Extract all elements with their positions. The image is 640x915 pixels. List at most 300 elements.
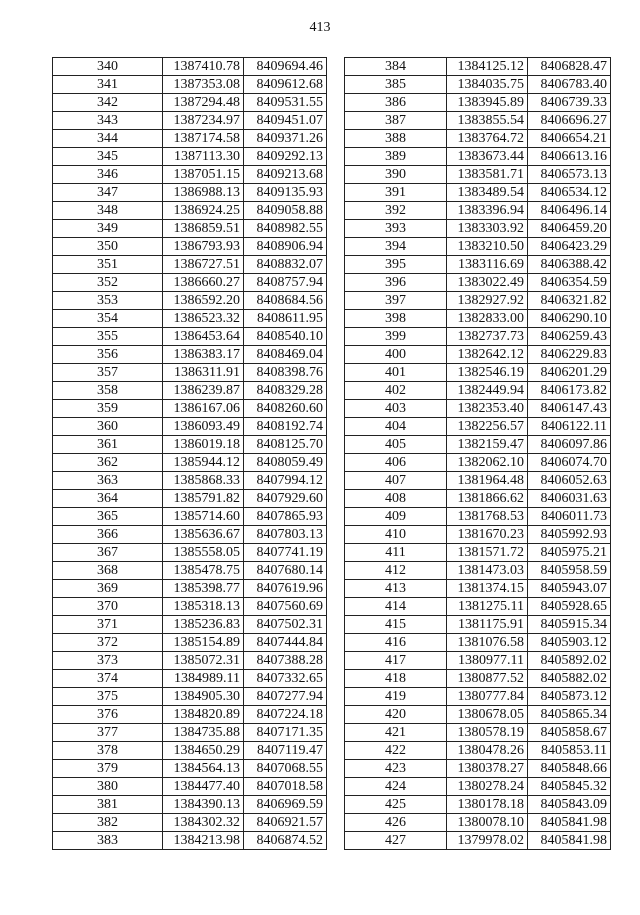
y-coordinate-cell: 8405858.67 bbox=[528, 724, 611, 742]
y-coordinate-cell: 8407619.96 bbox=[244, 580, 327, 598]
y-coordinate-cell: 8407171.35 bbox=[244, 724, 327, 742]
table-row bbox=[53, 328, 327, 346]
x-coordinate-cell: 1385791.82 bbox=[163, 490, 244, 508]
table-row bbox=[53, 634, 327, 652]
x-coordinate-cell: 1383022.49 bbox=[447, 274, 528, 292]
point-number-cell: 358 bbox=[53, 382, 163, 400]
y-coordinate-cell: 8406534.12 bbox=[528, 184, 611, 202]
x-coordinate-cell: 1386383.17 bbox=[163, 346, 244, 364]
x-coordinate-cell: 1382449.94 bbox=[447, 382, 528, 400]
y-coordinate-cell: 8406423.29 bbox=[528, 238, 611, 256]
point-number-cell: 341 bbox=[53, 76, 163, 94]
point-number-cell: 356 bbox=[53, 346, 163, 364]
table-row bbox=[53, 526, 327, 544]
table-row bbox=[345, 526, 611, 544]
x-coordinate-cell: 1384735.88 bbox=[163, 724, 244, 742]
y-coordinate-cell: 8409531.55 bbox=[244, 94, 327, 112]
y-coordinate-cell: 8407119.47 bbox=[244, 742, 327, 760]
x-coordinate-cell: 1379978.02 bbox=[447, 832, 528, 850]
x-coordinate-cell: 1384035.75 bbox=[447, 76, 528, 94]
x-coordinate-cell: 1385868.33 bbox=[163, 472, 244, 490]
table-row bbox=[345, 238, 611, 256]
point-number-cell: 386 bbox=[345, 94, 447, 112]
point-number-cell: 351 bbox=[53, 256, 163, 274]
point-number-cell: 371 bbox=[53, 616, 163, 634]
x-coordinate-cell: 1384125.12 bbox=[447, 58, 528, 76]
y-coordinate-cell: 8408125.70 bbox=[244, 436, 327, 454]
y-coordinate-cell: 8407680.14 bbox=[244, 562, 327, 580]
point-number-cell: 395 bbox=[345, 256, 447, 274]
point-number-cell: 350 bbox=[53, 238, 163, 256]
x-coordinate-cell: 1386523.32 bbox=[163, 310, 244, 328]
x-coordinate-cell: 1382927.92 bbox=[447, 292, 528, 310]
y-coordinate-cell: 8405915.34 bbox=[528, 616, 611, 634]
point-number-cell: 383 bbox=[53, 832, 163, 850]
table-row bbox=[345, 400, 611, 418]
y-coordinate-cell: 8405892.02 bbox=[528, 652, 611, 670]
point-number-cell: 407 bbox=[345, 472, 447, 490]
table-row bbox=[53, 616, 327, 634]
y-coordinate-cell: 8406696.27 bbox=[528, 112, 611, 130]
table-row bbox=[53, 580, 327, 598]
table-row bbox=[345, 274, 611, 292]
x-coordinate-cell: 1385636.67 bbox=[163, 526, 244, 544]
y-coordinate-cell: 8407388.28 bbox=[244, 652, 327, 670]
table-row bbox=[53, 562, 327, 580]
point-number-cell: 360 bbox=[53, 418, 163, 436]
x-coordinate-cell: 1382256.57 bbox=[447, 418, 528, 436]
table-row bbox=[53, 742, 327, 760]
x-coordinate-cell: 1385478.75 bbox=[163, 562, 244, 580]
table-row bbox=[53, 688, 327, 706]
table-row bbox=[53, 220, 327, 238]
point-number-cell: 385 bbox=[345, 76, 447, 94]
x-coordinate-cell: 1380178.18 bbox=[447, 796, 528, 814]
y-coordinate-cell: 8408757.94 bbox=[244, 274, 327, 292]
point-number-cell: 394 bbox=[345, 238, 447, 256]
x-coordinate-cell: 1383673.44 bbox=[447, 148, 528, 166]
x-coordinate-cell: 1386453.64 bbox=[163, 328, 244, 346]
x-coordinate-cell: 1386311.91 bbox=[163, 364, 244, 382]
y-coordinate-cell: 8405843.09 bbox=[528, 796, 611, 814]
x-coordinate-cell: 1383116.69 bbox=[447, 256, 528, 274]
table-row bbox=[345, 760, 611, 778]
point-number-cell: 401 bbox=[345, 364, 447, 382]
y-coordinate-cell: 8406496.14 bbox=[528, 202, 611, 220]
table-row bbox=[53, 238, 327, 256]
x-coordinate-cell: 1385558.05 bbox=[163, 544, 244, 562]
y-coordinate-cell: 8406874.52 bbox=[244, 832, 327, 850]
point-number-cell: 416 bbox=[345, 634, 447, 652]
point-number-cell: 396 bbox=[345, 274, 447, 292]
y-coordinate-cell: 8405958.59 bbox=[528, 562, 611, 580]
point-number-cell: 391 bbox=[345, 184, 447, 202]
x-coordinate-cell: 1384390.13 bbox=[163, 796, 244, 814]
y-coordinate-cell: 8407068.55 bbox=[244, 760, 327, 778]
x-coordinate-cell: 1381866.62 bbox=[447, 490, 528, 508]
point-number-cell: 347 bbox=[53, 184, 163, 202]
x-coordinate-cell: 1384650.29 bbox=[163, 742, 244, 760]
x-coordinate-cell: 1382833.00 bbox=[447, 310, 528, 328]
table-row bbox=[53, 166, 327, 184]
table-row bbox=[345, 598, 611, 616]
x-coordinate-cell: 1387113.30 bbox=[163, 148, 244, 166]
point-number-cell: 366 bbox=[53, 526, 163, 544]
table-row bbox=[53, 310, 327, 328]
y-coordinate-cell: 8405882.02 bbox=[528, 670, 611, 688]
x-coordinate-cell: 1386592.20 bbox=[163, 292, 244, 310]
x-coordinate-cell: 1380777.84 bbox=[447, 688, 528, 706]
y-coordinate-cell: 8406122.11 bbox=[528, 418, 611, 436]
y-coordinate-cell: 8405841.98 bbox=[528, 832, 611, 850]
point-number-cell: 409 bbox=[345, 508, 447, 526]
y-coordinate-cell: 8405841.98 bbox=[528, 814, 611, 832]
x-coordinate-cell: 1381571.72 bbox=[447, 544, 528, 562]
x-coordinate-cell: 1382159.47 bbox=[447, 436, 528, 454]
y-coordinate-cell: 8409612.68 bbox=[244, 76, 327, 94]
y-coordinate-cell: 8408906.94 bbox=[244, 238, 327, 256]
x-coordinate-cell: 1380977.11 bbox=[447, 652, 528, 670]
y-coordinate-cell: 8408540.10 bbox=[244, 328, 327, 346]
table-row bbox=[345, 346, 611, 364]
table-row bbox=[345, 292, 611, 310]
point-number-cell: 353 bbox=[53, 292, 163, 310]
y-coordinate-cell: 8407994.12 bbox=[244, 472, 327, 490]
table-row bbox=[345, 202, 611, 220]
table-row bbox=[345, 166, 611, 184]
x-coordinate-cell: 1383945.89 bbox=[447, 94, 528, 112]
table-row bbox=[53, 400, 327, 418]
point-number-cell: 372 bbox=[53, 634, 163, 652]
point-number-cell: 370 bbox=[53, 598, 163, 616]
y-coordinate-cell: 8405928.65 bbox=[528, 598, 611, 616]
x-coordinate-cell: 1386660.27 bbox=[163, 274, 244, 292]
x-coordinate-cell: 1381275.11 bbox=[447, 598, 528, 616]
x-coordinate-cell: 1381374.15 bbox=[447, 580, 528, 598]
x-coordinate-cell: 1385714.60 bbox=[163, 508, 244, 526]
y-coordinate-cell: 8407018.58 bbox=[244, 778, 327, 796]
y-coordinate-cell: 8405865.34 bbox=[528, 706, 611, 724]
point-number-cell: 343 bbox=[53, 112, 163, 130]
point-number-cell: 419 bbox=[345, 688, 447, 706]
point-number-cell: 420 bbox=[345, 706, 447, 724]
x-coordinate-cell: 1387051.15 bbox=[163, 166, 244, 184]
y-coordinate-cell: 8407332.65 bbox=[244, 670, 327, 688]
table-row bbox=[345, 832, 611, 850]
table-row bbox=[53, 364, 327, 382]
table-row bbox=[53, 76, 327, 94]
point-number-cell: 368 bbox=[53, 562, 163, 580]
point-number-cell: 412 bbox=[345, 562, 447, 580]
point-number-cell: 369 bbox=[53, 580, 163, 598]
table-row bbox=[345, 58, 611, 76]
point-number-cell: 422 bbox=[345, 742, 447, 760]
point-number-cell: 390 bbox=[345, 166, 447, 184]
table-row bbox=[53, 544, 327, 562]
coordinates-table-right bbox=[344, 57, 611, 850]
point-number-cell: 417 bbox=[345, 652, 447, 670]
point-number-cell: 374 bbox=[53, 670, 163, 688]
table-row bbox=[53, 112, 327, 130]
y-coordinate-cell: 8409213.68 bbox=[244, 166, 327, 184]
table-row bbox=[53, 382, 327, 400]
table-row bbox=[345, 220, 611, 238]
y-coordinate-cell: 8407741.19 bbox=[244, 544, 327, 562]
point-number-cell: 361 bbox=[53, 436, 163, 454]
y-coordinate-cell: 8408832.07 bbox=[244, 256, 327, 274]
point-number-cell: 406 bbox=[345, 454, 447, 472]
point-number-cell: 384 bbox=[345, 58, 447, 76]
y-coordinate-cell: 8408059.49 bbox=[244, 454, 327, 472]
y-coordinate-cell: 8406921.57 bbox=[244, 814, 327, 832]
coordinates-table-left bbox=[52, 57, 327, 850]
table-row bbox=[345, 544, 611, 562]
table-row bbox=[345, 328, 611, 346]
table-row bbox=[345, 616, 611, 634]
x-coordinate-cell: 1387174.58 bbox=[163, 130, 244, 148]
y-coordinate-cell: 8409451.07 bbox=[244, 112, 327, 130]
y-coordinate-cell: 8406613.16 bbox=[528, 148, 611, 166]
y-coordinate-cell: 8407803.13 bbox=[244, 526, 327, 544]
x-coordinate-cell: 1380678.05 bbox=[447, 706, 528, 724]
y-coordinate-cell: 8408329.28 bbox=[244, 382, 327, 400]
x-coordinate-cell: 1384302.32 bbox=[163, 814, 244, 832]
y-coordinate-cell: 8405873.12 bbox=[528, 688, 611, 706]
table-row bbox=[53, 472, 327, 490]
y-coordinate-cell: 8405845.32 bbox=[528, 778, 611, 796]
x-coordinate-cell: 1380578.19 bbox=[447, 724, 528, 742]
y-coordinate-cell: 8407929.60 bbox=[244, 490, 327, 508]
y-coordinate-cell: 8405943.07 bbox=[528, 580, 611, 598]
point-number-cell: 379 bbox=[53, 760, 163, 778]
x-coordinate-cell: 1383210.50 bbox=[447, 238, 528, 256]
point-number-cell: 418 bbox=[345, 670, 447, 688]
page-number: 413 bbox=[309, 20, 331, 35]
table-row bbox=[53, 58, 327, 76]
x-coordinate-cell: 1387294.48 bbox=[163, 94, 244, 112]
y-coordinate-cell: 8406259.43 bbox=[528, 328, 611, 346]
point-number-cell: 388 bbox=[345, 130, 447, 148]
table-row bbox=[345, 508, 611, 526]
y-coordinate-cell: 8408398.76 bbox=[244, 364, 327, 382]
table-row bbox=[53, 814, 327, 832]
table-row bbox=[53, 148, 327, 166]
x-coordinate-cell: 1386727.51 bbox=[163, 256, 244, 274]
point-number-cell: 403 bbox=[345, 400, 447, 418]
point-number-cell: 408 bbox=[345, 490, 447, 508]
y-coordinate-cell: 8406321.82 bbox=[528, 292, 611, 310]
point-number-cell: 345 bbox=[53, 148, 163, 166]
point-number-cell: 352 bbox=[53, 274, 163, 292]
x-coordinate-cell: 1387410.78 bbox=[163, 58, 244, 76]
point-number-cell: 367 bbox=[53, 544, 163, 562]
x-coordinate-cell: 1386239.87 bbox=[163, 382, 244, 400]
point-number-cell: 359 bbox=[53, 400, 163, 418]
y-coordinate-cell: 8406011.73 bbox=[528, 508, 611, 526]
point-number-cell: 415 bbox=[345, 616, 447, 634]
y-coordinate-cell: 8408982.55 bbox=[244, 220, 327, 238]
x-coordinate-cell: 1380078.10 bbox=[447, 814, 528, 832]
y-coordinate-cell: 8406074.70 bbox=[528, 454, 611, 472]
x-coordinate-cell: 1381473.03 bbox=[447, 562, 528, 580]
y-coordinate-cell: 8406147.43 bbox=[528, 400, 611, 418]
point-number-cell: 357 bbox=[53, 364, 163, 382]
x-coordinate-cell: 1381076.58 bbox=[447, 634, 528, 652]
table-row bbox=[345, 94, 611, 112]
table-row bbox=[345, 742, 611, 760]
table-row bbox=[53, 346, 327, 364]
point-number-cell: 404 bbox=[345, 418, 447, 436]
table-row bbox=[53, 760, 327, 778]
table-row bbox=[345, 418, 611, 436]
x-coordinate-cell: 1384989.11 bbox=[163, 670, 244, 688]
table-row bbox=[345, 724, 611, 742]
y-coordinate-cell: 8407444.84 bbox=[244, 634, 327, 652]
x-coordinate-cell: 1383764.72 bbox=[447, 130, 528, 148]
table-row bbox=[53, 130, 327, 148]
y-coordinate-cell: 8409292.13 bbox=[244, 148, 327, 166]
point-number-cell: 377 bbox=[53, 724, 163, 742]
point-number-cell: 380 bbox=[53, 778, 163, 796]
table-row bbox=[53, 796, 327, 814]
x-coordinate-cell: 1382642.12 bbox=[447, 346, 528, 364]
point-number-cell: 355 bbox=[53, 328, 163, 346]
y-coordinate-cell: 8407502.31 bbox=[244, 616, 327, 634]
y-coordinate-cell: 8407277.94 bbox=[244, 688, 327, 706]
point-number-cell: 363 bbox=[53, 472, 163, 490]
y-coordinate-cell: 8405848.66 bbox=[528, 760, 611, 778]
x-coordinate-cell: 1385154.89 bbox=[163, 634, 244, 652]
table-row bbox=[53, 832, 327, 850]
table-row bbox=[345, 490, 611, 508]
x-coordinate-cell: 1383855.54 bbox=[447, 112, 528, 130]
y-coordinate-cell: 8406031.63 bbox=[528, 490, 611, 508]
point-number-cell: 410 bbox=[345, 526, 447, 544]
table-row bbox=[53, 292, 327, 310]
y-coordinate-cell: 8409135.93 bbox=[244, 184, 327, 202]
y-coordinate-cell: 8406783.40 bbox=[528, 76, 611, 94]
x-coordinate-cell: 1380378.27 bbox=[447, 760, 528, 778]
point-number-cell: 425 bbox=[345, 796, 447, 814]
x-coordinate-cell: 1384905.30 bbox=[163, 688, 244, 706]
y-coordinate-cell: 8406739.33 bbox=[528, 94, 611, 112]
table-row bbox=[345, 364, 611, 382]
point-number-cell: 376 bbox=[53, 706, 163, 724]
y-coordinate-cell: 8407865.93 bbox=[244, 508, 327, 526]
x-coordinate-cell: 1385318.13 bbox=[163, 598, 244, 616]
table-row bbox=[53, 652, 327, 670]
y-coordinate-cell: 8406573.13 bbox=[528, 166, 611, 184]
point-number-cell: 400 bbox=[345, 346, 447, 364]
x-coordinate-cell: 1386019.18 bbox=[163, 436, 244, 454]
x-coordinate-cell: 1384213.98 bbox=[163, 832, 244, 850]
x-coordinate-cell: 1384564.13 bbox=[163, 760, 244, 778]
point-number-cell: 348 bbox=[53, 202, 163, 220]
x-coordinate-cell: 1386988.13 bbox=[163, 184, 244, 202]
y-coordinate-cell: 8406459.20 bbox=[528, 220, 611, 238]
y-coordinate-cell: 8407560.69 bbox=[244, 598, 327, 616]
x-coordinate-cell: 1384477.40 bbox=[163, 778, 244, 796]
y-coordinate-cell: 8406290.10 bbox=[528, 310, 611, 328]
table-row bbox=[53, 274, 327, 292]
point-number-cell: 423 bbox=[345, 760, 447, 778]
y-coordinate-cell: 8407224.18 bbox=[244, 706, 327, 724]
point-number-cell: 349 bbox=[53, 220, 163, 238]
table-row bbox=[53, 724, 327, 742]
point-number-cell: 414 bbox=[345, 598, 447, 616]
point-number-cell: 354 bbox=[53, 310, 163, 328]
y-coordinate-cell: 8406097.86 bbox=[528, 436, 611, 454]
y-coordinate-cell: 8406354.59 bbox=[528, 274, 611, 292]
point-number-cell: 397 bbox=[345, 292, 447, 310]
point-number-cell: 389 bbox=[345, 148, 447, 166]
table-row bbox=[53, 202, 327, 220]
table-row bbox=[345, 652, 611, 670]
point-number-cell: 405 bbox=[345, 436, 447, 454]
point-number-cell: 382 bbox=[53, 814, 163, 832]
x-coordinate-cell: 1380877.52 bbox=[447, 670, 528, 688]
table-row bbox=[345, 76, 611, 94]
table-row bbox=[345, 436, 611, 454]
point-number-cell: 411 bbox=[345, 544, 447, 562]
x-coordinate-cell: 1382737.73 bbox=[447, 328, 528, 346]
x-coordinate-cell: 1386924.25 bbox=[163, 202, 244, 220]
point-number-cell: 344 bbox=[53, 130, 163, 148]
x-coordinate-cell: 1381670.23 bbox=[447, 526, 528, 544]
y-coordinate-cell: 8408611.95 bbox=[244, 310, 327, 328]
table-row bbox=[345, 454, 611, 472]
y-coordinate-cell: 8408192.74 bbox=[244, 418, 327, 436]
point-number-cell: 426 bbox=[345, 814, 447, 832]
table-row bbox=[345, 796, 611, 814]
x-coordinate-cell: 1385398.77 bbox=[163, 580, 244, 598]
y-coordinate-cell: 8405903.12 bbox=[528, 634, 611, 652]
y-coordinate-cell: 8408684.56 bbox=[244, 292, 327, 310]
table-row bbox=[53, 436, 327, 454]
table-row bbox=[53, 184, 327, 202]
x-coordinate-cell: 1386167.06 bbox=[163, 400, 244, 418]
point-number-cell: 402 bbox=[345, 382, 447, 400]
table-row bbox=[345, 562, 611, 580]
table-row bbox=[345, 256, 611, 274]
x-coordinate-cell: 1386859.51 bbox=[163, 220, 244, 238]
x-coordinate-cell: 1387353.08 bbox=[163, 76, 244, 94]
y-coordinate-cell: 8408469.04 bbox=[244, 346, 327, 364]
point-number-cell: 413 bbox=[345, 580, 447, 598]
point-number-cell: 399 bbox=[345, 328, 447, 346]
point-number-cell: 398 bbox=[345, 310, 447, 328]
x-coordinate-cell: 1382353.40 bbox=[447, 400, 528, 418]
y-coordinate-cell: 8409058.88 bbox=[244, 202, 327, 220]
y-coordinate-cell: 8406969.59 bbox=[244, 796, 327, 814]
y-coordinate-cell: 8409371.26 bbox=[244, 130, 327, 148]
y-coordinate-cell: 8406201.29 bbox=[528, 364, 611, 382]
x-coordinate-cell: 1383581.71 bbox=[447, 166, 528, 184]
table-row bbox=[345, 472, 611, 490]
x-coordinate-cell: 1381768.53 bbox=[447, 508, 528, 526]
y-coordinate-cell: 8406052.63 bbox=[528, 472, 611, 490]
point-number-cell: 342 bbox=[53, 94, 163, 112]
point-number-cell: 346 bbox=[53, 166, 163, 184]
x-coordinate-cell: 1385236.83 bbox=[163, 616, 244, 634]
table-row bbox=[345, 778, 611, 796]
x-coordinate-cell: 1385072.31 bbox=[163, 652, 244, 670]
table-row bbox=[345, 112, 611, 130]
y-coordinate-cell: 8405992.93 bbox=[528, 526, 611, 544]
table-row bbox=[345, 184, 611, 202]
table-row bbox=[53, 256, 327, 274]
y-coordinate-cell: 8406229.83 bbox=[528, 346, 611, 364]
